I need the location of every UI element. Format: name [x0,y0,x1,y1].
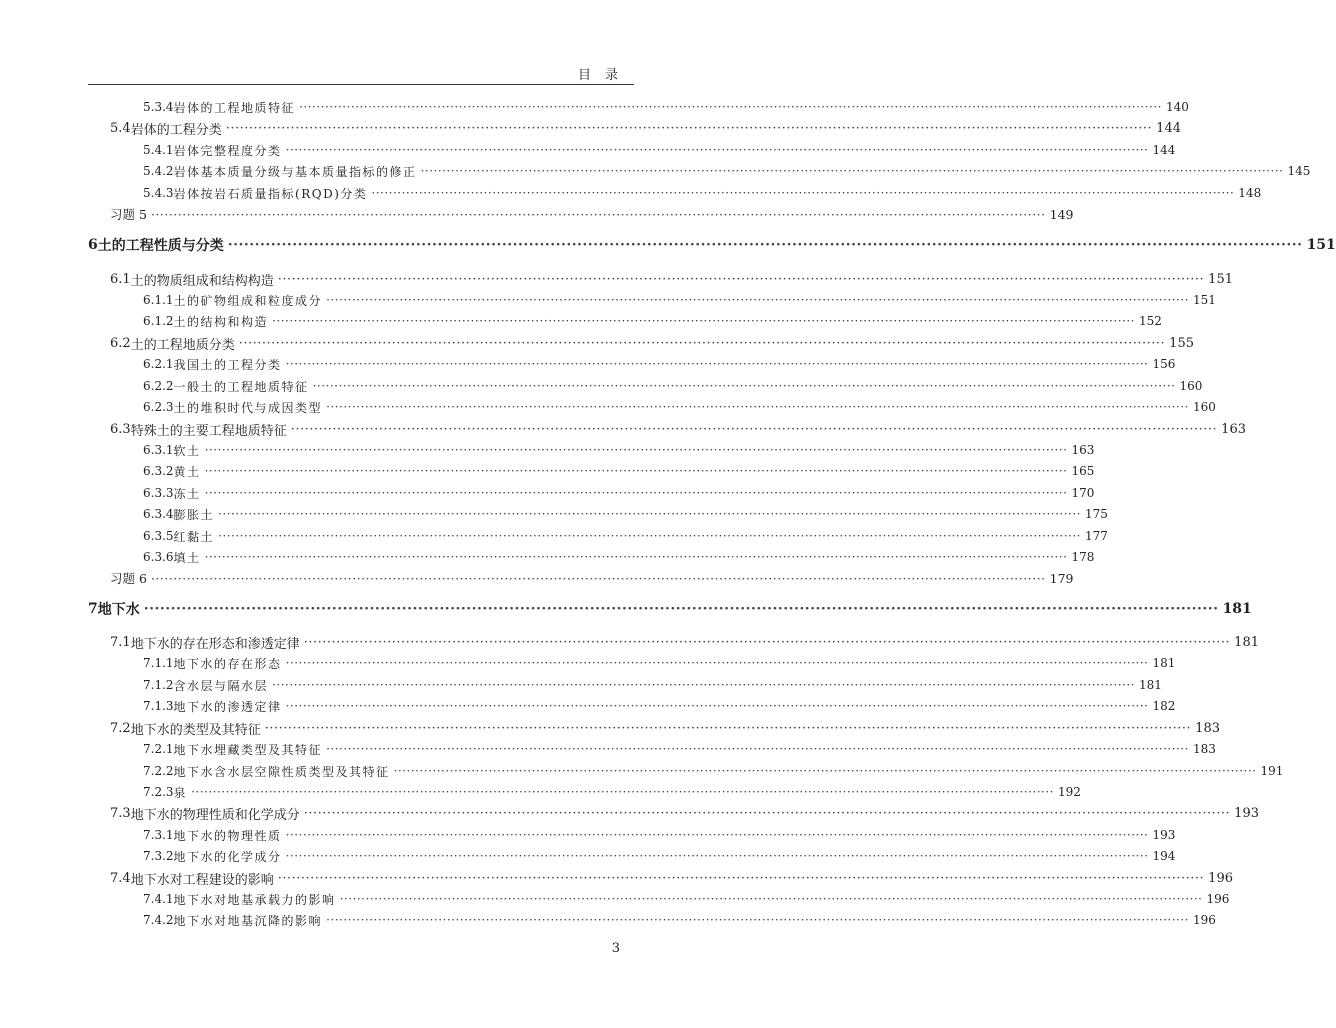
toc-entry[interactable] [0,910,1216,930]
toc-entry-number: 7.3 [110,805,131,821]
toc-entry[interactable] [0,739,1216,759]
toc-entry-page: 193 [1234,805,1259,821]
toc-entry-number: 7.4.2 [143,913,174,927]
toc-entry-page: 151 [1208,271,1233,287]
toc-entry-number: 5.4.1 [143,143,174,157]
toc-entry-page: 160 [1179,379,1203,393]
toc-entry-title: 地下水 [97,602,140,618]
header-rule [88,84,634,85]
toc-entry-title: 红黏土 [173,529,215,544]
toc-entry[interactable] [0,653,1176,673]
toc-entry-page: 192 [1057,785,1081,799]
toc-entry-number: 6.3.5 [143,529,174,543]
toc-entry-title: 膨胀土 [173,507,215,522]
toc-entry[interactable] [0,868,1233,888]
toc-entry-page: 191 [1260,764,1284,778]
toc-entry-page: 194 [1152,849,1176,863]
toc-entry-page: 165 [1071,464,1095,478]
dot-leader: ········································································································································································································ [272,314,1135,328]
toc-entry[interactable] [0,97,1189,117]
dot-leader: ········································································································································································································ [303,634,1231,650]
toc-entry-page: 181 [1222,601,1252,617]
dot-leader: ········································································································································································································ [218,529,1081,543]
dot-leader: ········································································································································································································ [204,443,1068,457]
toc-entry-title: 岩体的工程地质特征 [173,100,296,115]
dot-leader: ········································································································································································································ [339,892,1203,906]
toc-entry-title: 岩体按岩石质量指标(RQD)分类 [173,186,368,201]
toc-entry-page: 181 [1138,678,1162,692]
toc-entry-page: 170 [1071,486,1095,500]
dot-leader: ········································································································································································································ [285,143,1149,157]
dot-leader: ········································································································································································································ [218,507,1081,521]
toc-entry-page: 177 [1084,529,1108,543]
toc-entry-page: 181 [1152,656,1176,670]
toc-entry-number: 7.1.1 [143,656,174,670]
toc-entry-number: 6.1 [110,271,131,287]
toc-entry-page: 182 [1152,699,1176,713]
toc-entry-title: 习题 5 [110,207,147,222]
toc-entry-number: 7.1.3 [143,699,174,713]
toc-entry-page: 155 [1169,335,1194,351]
toc-entry-page: 151 [1192,293,1216,307]
toc-entry-page: 163 [1221,421,1246,437]
dot-leader: ········································································································································································································ [143,601,1219,617]
toc-entry[interactable] [0,718,1220,738]
toc-entry-title: 地下水的存在形态和渗透定律 [130,636,300,652]
dot-leader: ········································································································································································································ [225,120,1153,136]
toc-entry-title: 地下水埋藏类型及其特征 [173,742,323,757]
toc-entry[interactable] [0,599,1252,619]
dot-leader: ········································································································································································································ [204,486,1068,500]
toc-entry-page: 140 [1165,100,1189,114]
toc-entry-title: 地下水对地基承载力的影响 [173,892,336,907]
dot-leader: ········································································································································································································ [277,271,1205,287]
toc-entry[interactable] [0,397,1216,417]
toc-entry-number: 7.1.2 [143,678,174,692]
toc-entry-page: 145 [1287,164,1311,178]
toc-entry-number: 6.1.1 [143,293,174,307]
toc-entry[interactable] [0,419,1246,439]
toc-entry-title: 地下水的化学成分 [173,849,282,864]
toc-entry-number: 5.4 [110,120,131,136]
toc-entry-page: 196 [1192,913,1216,927]
toc-entry-title: 岩体基本质量分级与基本质量指标的修正 [173,164,417,179]
toc-entry-title: 地下水的渗透定律 [173,699,282,714]
toc-entry[interactable] [0,526,1108,546]
toc-entry-page: 183 [1192,742,1216,756]
toc-entry-number: 6.3.6 [143,550,174,564]
dot-leader: ········································································································································································································ [326,293,1189,307]
toc-entry-title: 地下水对地基沉降的影响 [173,913,323,928]
toc-entry-title: 土的堆积时代与成因类型 [173,400,323,415]
toc-entry-title: 土的工程性质与分类 [97,238,224,254]
toc-entry-number: 7 [88,601,98,617]
toc-entry-title: 我国土的工程分类 [173,357,282,372]
toc-entry-page: 193 [1152,828,1176,842]
toc-entry-title: 含水层与隔水层 [173,678,269,693]
toc-entry[interactable] [0,311,1162,331]
toc-entry-number: 5.4.2 [143,164,174,178]
toc-entry-page: 179 [1049,570,1074,586]
toc-entry-title: 填土 [173,550,201,565]
toc-entry-title: 地下水对工程建设的影响 [130,872,274,888]
dot-leader: ········································································································································································································ [326,400,1189,414]
toc-entry-title: 软土 [173,443,201,458]
dot-leader: ········································································································································································································ [150,570,1046,586]
toc-entry-page: 149 [1049,206,1074,222]
toc-entry-page: 156 [1152,357,1176,371]
toc-entry-title: 土的工程地质分类 [130,337,235,353]
dot-leader: ········································································································································································································ [238,335,1166,351]
toc-entry-number: 6.2 [110,335,131,351]
toc-entry[interactable] [0,761,1284,781]
toc-entry-title: 地下水的存在形态 [173,656,282,671]
toc-entry-page: 152 [1138,314,1162,328]
toc-entry-title: 黄土 [173,464,201,479]
toc-entry[interactable] [0,376,1203,396]
toc-entry-number: 6.1.2 [143,314,174,328]
dot-leader: ········································································································································································································ [191,785,1054,799]
toc-entry[interactable] [0,354,1176,374]
toc-entry-page: 196 [1206,892,1230,906]
toc-entry-title: 习题 6 [110,571,147,586]
dot-leader: ········································································································································································································ [290,421,1218,437]
toc-entry[interactable] [0,290,1216,310]
toc-entry-number: 6.2.3 [143,400,174,414]
dot-leader: ········································································································································································································ [299,100,1162,114]
toc-entry-page: 196 [1208,870,1233,886]
toc-entry[interactable] [0,675,1162,695]
toc-entry[interactable] [0,235,1336,255]
toc-entry-title: 土的矿物组成和粒度成分 [173,293,323,308]
toc-entry-title: 土的物质组成和结构构造 [130,273,274,289]
toc-entry-page: 181 [1234,634,1259,650]
dot-leader: ········································································································································································································ [393,764,1257,778]
toc-entry[interactable] [0,803,1259,823]
toc-entry[interactable] [0,825,1176,845]
toc-entry[interactable] [0,440,1095,460]
toc-entry-number: 6.3.4 [143,507,174,521]
dot-leader: ········································································································································································································ [264,720,1192,736]
toc-entry[interactable] [0,568,1074,588]
dot-leader: ········································································································································································································ [371,186,1235,200]
toc-entry-number: 6.3 [110,421,131,437]
toc-entry[interactable] [0,183,1262,203]
toc-entry-title: 地下水的物理性质 [173,828,282,843]
dot-leader: ········································································································································································································ [326,742,1189,756]
toc-entry-number: 6.2.1 [143,357,174,371]
dot-leader: ········································································································································································································ [204,464,1068,478]
toc-entry-number: 7.2.1 [143,742,174,756]
dot-leader: ········································································································································································································ [204,550,1068,564]
toc-entry[interactable] [0,483,1095,503]
dot-leader: ········································································································································································································ [285,357,1149,371]
toc-entry-page: 178 [1071,550,1095,564]
toc-entry-page: 163 [1071,443,1095,457]
page-number: 3 [611,941,620,956]
dot-leader: ········································································································································································································ [285,656,1149,670]
toc-entry-number: 6.3.3 [143,486,174,500]
toc-entry[interactable] [0,632,1259,652]
dot-leader: ········································································································································································································ [285,828,1149,842]
dot-leader: ········································································································································································································ [285,699,1149,713]
toc-entry-number: 7.4 [110,870,131,886]
toc-entry-title: 地下水的物理性质和化学成分 [130,807,300,823]
toc-entry-page: 144 [1152,143,1176,157]
toc-entry-title: 地下水的类型及其特征 [130,722,261,738]
toc-entry-page: 183 [1195,720,1220,736]
toc-entry[interactable] [0,333,1194,353]
toc-entry-page: 151 [1306,237,1336,253]
toc-entry-title: 泉 [173,785,188,800]
toc-entry-title: 一般土的工程地质特征 [173,379,309,394]
toc-entry[interactable] [0,161,1311,181]
toc-entry-number: 7.2.2 [143,764,174,778]
toc-entry-number: 5.4.3 [143,186,174,200]
toc-entry-number: 6.2.2 [143,379,174,393]
toc-entry-title: 土的结构和构造 [173,314,269,329]
toc-entry-page: 144 [1156,120,1181,136]
dot-leader: ········································································································································································································ [285,849,1149,863]
toc-entry-page: 175 [1084,507,1108,521]
toc-entry[interactable] [0,889,1230,909]
toc-entry[interactable] [0,547,1095,567]
toc-entry-number: 7.3.2 [143,849,174,863]
toc-entry-title: 岩体的工程分类 [130,122,222,138]
toc-entry[interactable] [0,846,1176,866]
toc-entry-number: 7.1 [110,634,131,650]
toc-entry-number: 6.3.2 [143,464,174,478]
dot-leader: ········································································································································································································ [277,870,1205,886]
dot-leader: ········································································································································································································ [312,379,1176,393]
toc-entry[interactable] [0,782,1081,802]
toc-entry-page: 148 [1238,186,1262,200]
toc-entry-number: 5.3.4 [143,100,174,114]
toc-entry-title: 地下水含水层空隙性质类型及其特征 [173,764,390,779]
running-head: 目录 [577,68,632,83]
dot-leader: ········································································································································································································ [303,805,1231,821]
toc-entry-number: 7.2.3 [143,785,174,799]
toc-entry-number: 7.4.1 [143,892,174,906]
toc-entry-page: 160 [1192,400,1216,414]
dot-leader: ········································································································································································································ [150,206,1046,222]
dot-leader: ········································································································································································································ [326,913,1189,927]
toc-entry-number: 6.3.1 [143,443,174,457]
dot-leader: ········································································································································································································ [227,237,1303,253]
toc-entry[interactable] [0,140,1176,160]
toc-entry[interactable] [0,204,1074,224]
toc-entry[interactable] [0,696,1176,716]
dot-leader: ········································································································································································································ [272,678,1135,692]
toc-entry-title: 岩体完整程度分类 [173,143,282,158]
dot-leader: ········································································································································································································ [420,164,1284,178]
toc-entry-title: 冻土 [173,486,201,501]
toc-entry[interactable] [0,504,1108,524]
toc-entry-number: 7.2 [110,720,131,736]
toc-entry[interactable] [0,118,1181,138]
toc-entry-number: 6 [88,237,98,253]
toc-entry[interactable] [0,269,1233,289]
toc-entry-title: 特殊土的主要工程地质特征 [130,423,287,439]
toc-entry-number: 7.3.1 [143,828,174,842]
toc-entry[interactable] [0,461,1095,481]
